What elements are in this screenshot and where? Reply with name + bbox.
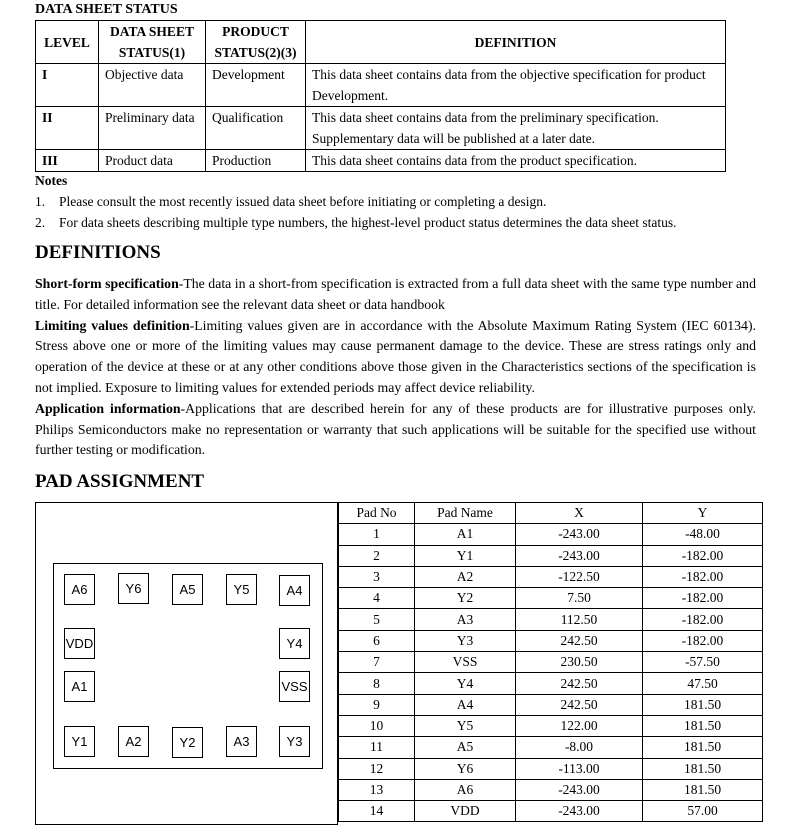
pad-left: VDD — [64, 628, 95, 659]
table-cell: -113.00 — [516, 758, 643, 779]
table-row — [339, 737, 763, 758]
table-row — [339, 566, 763, 587]
table-row — [339, 673, 763, 694]
note-item: 1. Please consult the most recently issued data sheet before initiating or completing a design. — [35, 194, 547, 209]
table-cell: 230.50 — [516, 652, 643, 673]
table-cell: Y2 — [415, 588, 516, 609]
table-cell: 9 — [339, 694, 415, 715]
table-cell: 13 — [339, 779, 415, 800]
pad-bottom: Y2 — [172, 727, 203, 758]
definition-paragraph: Application information-Applications that are described herein for any of these products are for illustrative purposes only. Philips Semiconductors make no representation or warranty that such applications will be suitable for the specified use without further testing or modification. — [35, 400, 756, 458]
pad-table-header: Pad No — [339, 503, 415, 524]
pad-top: A4 — [279, 575, 310, 606]
table-cell: 7.50 — [516, 588, 643, 609]
chip-outline — [53, 563, 323, 769]
table-cell: -48.00 — [643, 524, 763, 545]
table-cell: 181.50 — [643, 715, 763, 736]
pad-top: Y6 — [118, 573, 149, 604]
table-cell: -243.00 — [516, 545, 643, 566]
header-level: LEVEL — [36, 21, 99, 64]
table-cell: VSS — [415, 652, 516, 673]
table-row — [339, 588, 763, 609]
table-cell: 242.50 — [516, 694, 643, 715]
pad-right: Y4 — [279, 628, 310, 659]
pad-table-header: X — [516, 503, 643, 524]
pad-bottom: A3 — [226, 726, 257, 757]
pad-diagram — [35, 502, 338, 825]
table-cell: A1 — [415, 524, 516, 545]
table-cell: 181.50 — [643, 694, 763, 715]
table-cell: 4 — [339, 588, 415, 609]
header-ds-status: DATA SHEET STATUS(1) — [99, 21, 206, 64]
table-cell: -182.00 — [643, 545, 763, 566]
pad-top: A6 — [64, 574, 95, 605]
note-item: 2. For data sheets describing multiple type numbers, the highest-level product status determines the data sheet status. — [35, 215, 677, 230]
pad-table-header: Pad Name — [415, 503, 516, 524]
notes — [35, 170, 765, 233]
table-cell: 112.50 — [516, 609, 643, 630]
table-cell: 242.50 — [516, 673, 643, 694]
status-table — [35, 20, 726, 172]
table-cell: A5 — [415, 737, 516, 758]
table-row — [339, 779, 763, 800]
table-row: II Preliminary data Qualification This data sheet contains data from the preliminary specification. Supplementary data will be published at a later date. — [36, 107, 726, 150]
table-cell: -243.00 — [516, 801, 643, 822]
table-cell: -182.00 — [643, 630, 763, 651]
table-row: I Objective data Development This data sheet contains data from the objective specification for product Development. — [36, 64, 726, 107]
table-cell: -182.00 — [643, 566, 763, 587]
table-cell: 47.50 — [643, 673, 763, 694]
table-cell: A2 — [415, 566, 516, 587]
pad-bottom: A2 — [118, 726, 149, 757]
table-cell: A6 — [415, 779, 516, 800]
table-cell: 2 — [339, 545, 415, 566]
table-cell: 7 — [339, 652, 415, 673]
definition-paragraph: Short-form specification-The data in a short-from specification is extracted from a full data sheet with the same type number and title. For detailed information see the relevant data sheet or data handbook — [35, 276, 756, 312]
table-row — [339, 801, 763, 822]
table-cell: -243.00 — [516, 524, 643, 545]
table-row — [339, 630, 763, 651]
table-cell: 181.50 — [643, 758, 763, 779]
table-row: III Product data Production This data sheet contains data from the product specification. — [36, 150, 726, 172]
table-cell: 10 — [339, 715, 415, 736]
table-cell: 181.50 — [643, 737, 763, 758]
table-cell: VDD — [415, 801, 516, 822]
table-row — [339, 758, 763, 779]
table-row — [339, 609, 763, 630]
pad-top: A5 — [172, 574, 203, 605]
pad-right: VSS — [279, 671, 310, 702]
pad-table — [338, 502, 763, 822]
notes-title: Notes — [35, 173, 68, 188]
table-row — [339, 545, 763, 566]
table-row — [339, 694, 763, 715]
pad-bottom: Y3 — [279, 726, 310, 757]
table-cell: 57.00 — [643, 801, 763, 822]
table-row — [339, 652, 763, 673]
table-row — [339, 524, 763, 545]
table-cell: -243.00 — [516, 779, 643, 800]
definitions-title: DEFINITIONS — [35, 242, 161, 263]
table-cell: 3 — [339, 566, 415, 587]
table-cell: 5 — [339, 609, 415, 630]
definitions-body — [35, 274, 756, 461]
table-cell: -122.50 — [516, 566, 643, 587]
table-cell: 11 — [339, 737, 415, 758]
table-cell: 6 — [339, 630, 415, 651]
table-cell: Y4 — [415, 673, 516, 694]
pad-assignment-title: PAD ASSIGNMENT — [35, 471, 205, 492]
table-cell: -182.00 — [643, 588, 763, 609]
table-cell: 242.50 — [516, 630, 643, 651]
table-cell: 14 — [339, 801, 415, 822]
table-cell: -57.50 — [643, 652, 763, 673]
table-cell: 181.50 — [643, 779, 763, 800]
table-cell: -182.00 — [643, 609, 763, 630]
table-cell: Y6 — [415, 758, 516, 779]
pad-bottom: Y1 — [64, 726, 95, 757]
table-cell: A3 — [415, 609, 516, 630]
table-row — [339, 715, 763, 736]
status-section-title: DATA SHEET STATUS — [35, 2, 178, 17]
table-cell: -8.00 — [516, 737, 643, 758]
header-definition: DEFINITION — [306, 21, 726, 64]
definition-paragraph: Limiting values definition-Limiting values given are in accordance with the Absolute Maximum Rating System (IEC 60134). Stress above one or more of the limiting values may cause permanent damage to the device. These are stress ratings only and operation of the device at these or at any other conditions above those given in the Characteristics sections of the specification is not implied. Exposure to limiting values for extended periods may affect device reliability. — [35, 317, 756, 395]
header-product-status: PRODUCT STATUS(2)(3) — [206, 21, 306, 64]
table-cell: 8 — [339, 673, 415, 694]
table-cell: Y5 — [415, 715, 516, 736]
table-cell: Y3 — [415, 630, 516, 651]
table-cell: 122.00 — [516, 715, 643, 736]
pad-table-header: Y — [643, 503, 763, 524]
table-cell: A4 — [415, 694, 516, 715]
pad-top: Y5 — [226, 574, 257, 605]
table-cell: Y1 — [415, 545, 516, 566]
table-cell: 1 — [339, 524, 415, 545]
pad-left: A1 — [64, 671, 95, 702]
table-cell: 12 — [339, 758, 415, 779]
